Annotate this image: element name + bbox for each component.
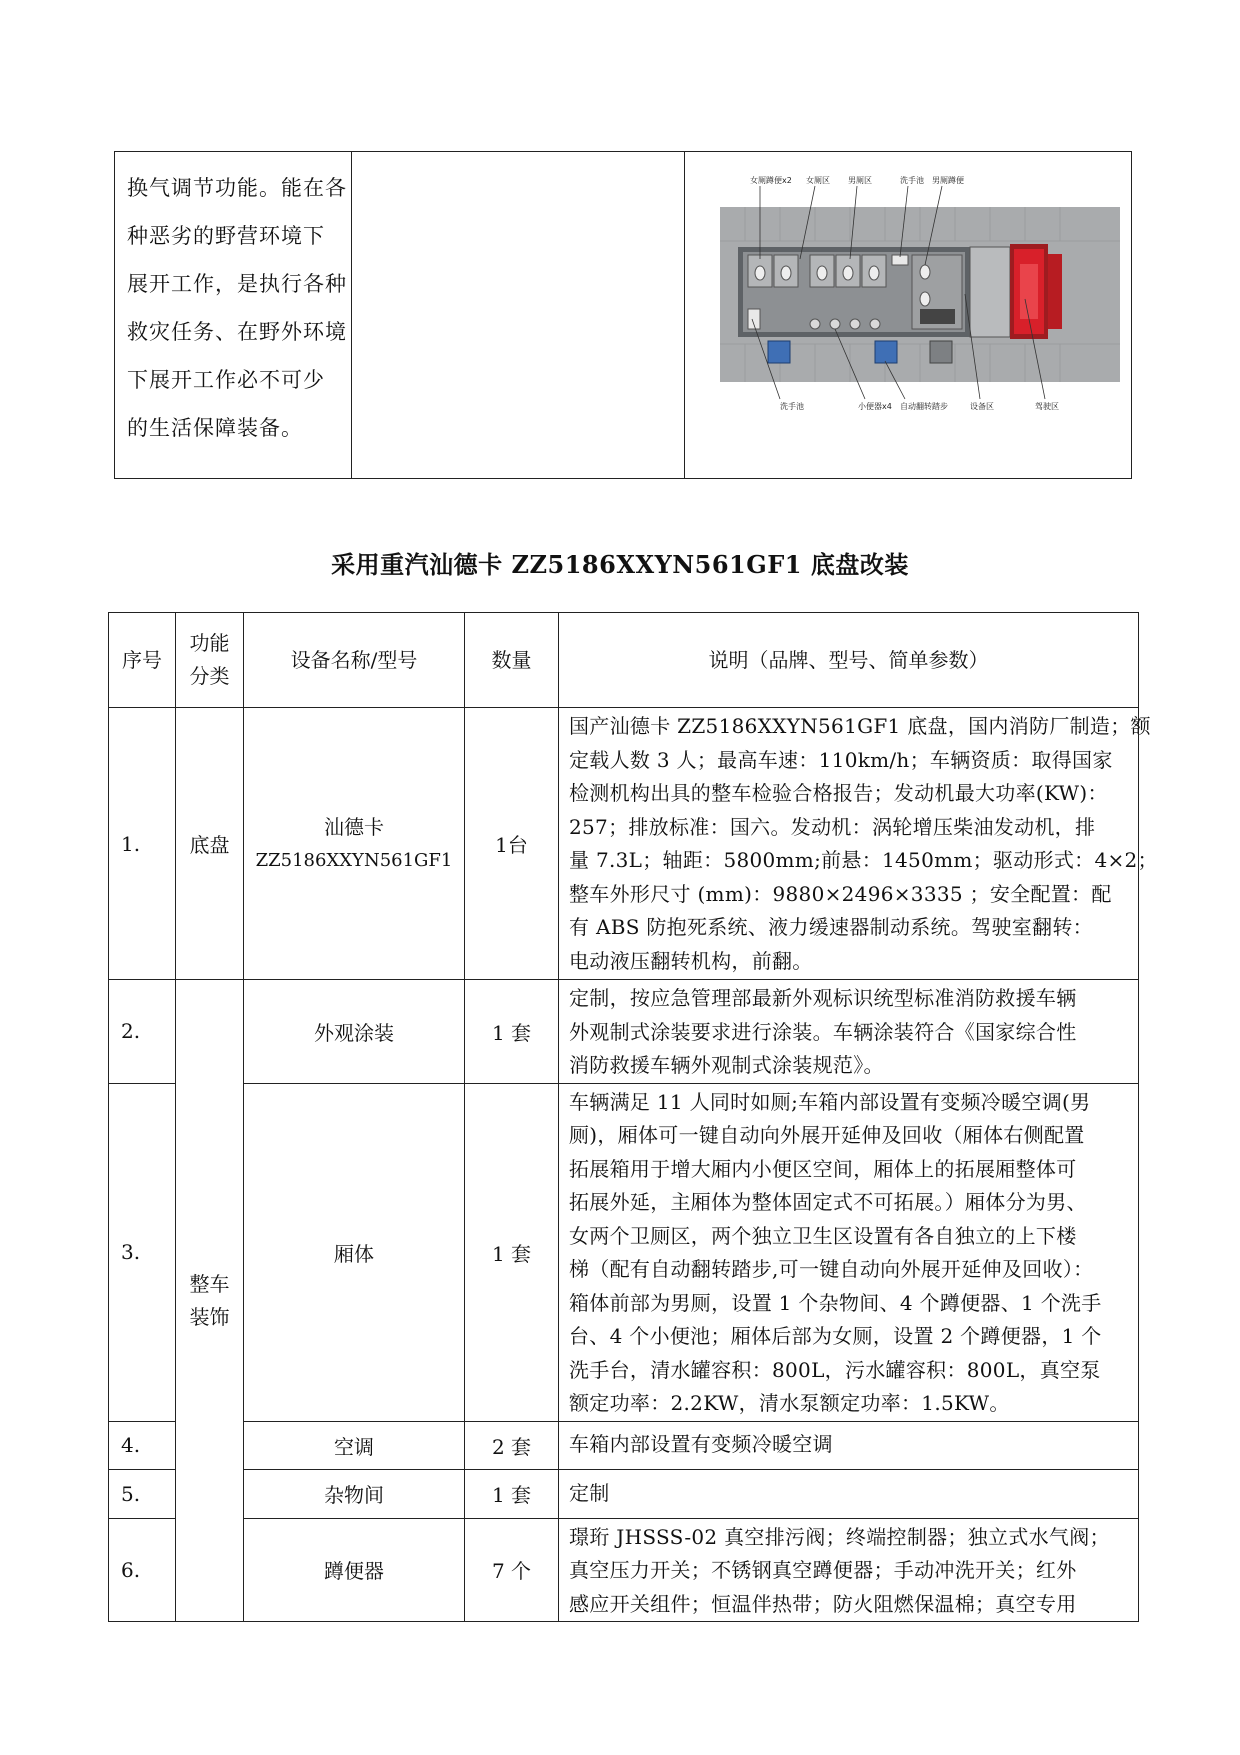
row-desc: 国产汕德卡 ZZ5186XXYN561GF1 底盘，国内消防厂制造；额 定载人数 3 人；最高车速：110km/h；车辆资质：取得国家 检测机构出具的整车检验合格报告；发动机最大功率(KW)： 257；排放标准：国六。发动机：涡轮增压柴油发动机，排 量 7.3L；轴距：5800mm;前悬：1450mm；驱动形式：4×2； 整车外形尺寸 (mm)：9880×2496×3335 ；安全配置：配 有 ABS 防抱死系统、液力缓速器制动系统。驾驶室翻转： 电动液压翻转机构，前翻。 — [559, 708, 1139, 980]
document-title: 采用重汽汕德卡 ZZ5186XXYN561GF1 底盘改装 — [331, 550, 909, 579]
bottom-labels — [780, 401, 1059, 411]
wash-basin-shape — [748, 309, 760, 329]
text-line: 种恶劣的野营环境下 — [127, 224, 325, 248]
row-name: 汕德卡 ZZ5186XXYN561GF1 — [244, 708, 465, 980]
row-name: 蹲便器 — [244, 1518, 465, 1622]
text-line: 换气调节功能。能在各 — [127, 176, 347, 200]
equipment-area — [970, 247, 1010, 337]
top-description — [115, 152, 351, 452]
diagram-label: 女厕蹲便x2 — [750, 176, 792, 185]
row-qty: 1 套 — [465, 1469, 559, 1518]
top-labels — [750, 175, 964, 185]
row-desc: 定制 — [559, 1469, 1139, 1518]
row-qty: 1 套 — [465, 980, 559, 1084]
row-qty: 1 套 — [465, 1083, 559, 1421]
header-category: 功能 分类 — [176, 613, 244, 708]
truck-cab — [1010, 244, 1062, 339]
row-seq: 1. — [109, 708, 176, 980]
table-row — [109, 1083, 1139, 1421]
table-row — [109, 1421, 1139, 1469]
table-row — [109, 1518, 1139, 1622]
diagram-label: 男厕区 — [848, 176, 872, 185]
text-line: 展开工作，是执行各种 — [127, 272, 347, 296]
table-row — [109, 708, 1139, 980]
row-seq: 3. — [109, 1083, 176, 1421]
row-desc: 定制，按应急管理部最新外观标识统型标准消防救援车辆 外观制式涂装要求进行涂装。车辆涂装符合《国家综合性 消防救援车辆外观制式涂装规范》。 — [559, 980, 1139, 1084]
row-desc: 璟珩 JHSSS-02 真空排污阀；终端控制器；独立式水气阀； 真空压力开关；不锈钢真空蹲便器；手动冲洗开关；红外 感应开关组件；恒温伴热带；防火阻燃保温棉；真空专用 — [559, 1518, 1139, 1622]
row-qty: 1台 — [465, 708, 559, 980]
header-desc: 说明（品牌、型号、简单参数） — [559, 613, 1139, 708]
row-name: 杂物间 — [244, 1469, 465, 1518]
header-name: 设备名称/型号 — [244, 613, 465, 708]
row-qty: 2 套 — [465, 1421, 559, 1469]
table-row — [109, 1469, 1139, 1518]
diagram-label: 男厕蹲便 — [932, 176, 964, 185]
group-chassis: 底盘 — [176, 708, 244, 980]
header-qty: 数量 — [465, 613, 559, 708]
header-seq: 序号 — [109, 613, 176, 708]
top-empty-cell — [352, 152, 685, 479]
table-header-row — [109, 613, 1139, 708]
row-seq: 6. — [109, 1518, 176, 1622]
door-shape — [920, 309, 955, 324]
equipment-table — [108, 612, 1158, 1622]
row-seq: 2. — [109, 980, 176, 1084]
row-qty: 7 个 — [465, 1518, 559, 1622]
row-seq: 4. — [109, 1421, 176, 1469]
table-row — [109, 980, 1139, 1084]
diagram-label: 自动翻转踏步 — [900, 402, 948, 411]
text-line: 救灾任务、在野外环境 — [127, 320, 347, 344]
diagram-label: 小便器x4 — [858, 402, 892, 411]
diagram-label: 驾驶区 — [1035, 402, 1059, 411]
diagram-label: 设备区 — [970, 402, 994, 411]
row-name: 外观涂装 — [244, 980, 465, 1084]
row-desc: 车箱内部设置有变频冷暖空调 — [559, 1421, 1139, 1469]
diagram-label: 女厕区 — [806, 176, 830, 185]
top-diagram-cell — [685, 152, 1132, 479]
group-decoration: 整车 装饰 — [176, 980, 244, 1622]
diagram-label: 洗手池 — [900, 176, 924, 185]
row-name: 厢体 — [244, 1083, 465, 1421]
top-text-cell — [115, 152, 352, 479]
row-name: 空调 — [244, 1421, 465, 1469]
top-continuation-table — [114, 151, 1132, 479]
text-line: 下展开工作必不可少 — [127, 368, 325, 392]
row-seq: 5. — [109, 1469, 176, 1518]
diagram-label: 洗手池 — [780, 402, 804, 411]
vehicle-layout-diagram — [720, 169, 1120, 424]
men-stalls — [810, 255, 886, 287]
row-desc: 车辆满足 11 人同时如厕;车箱内部设置有变频冷暖空调(男 厕)，厢体可一键自动向外展开延伸及回收（厢体右侧配置 拓展箱用于增大厢内小便区空间，厢体上的拓展厢整体可 拓展外延，主厢体为整体固定式不可拓展。）厢体分为男、 女两个卫厕区，两个独立卫生区设置有各自独立的上下楼 梯（配有自动翻转踏步,可一键自动向外展开延伸及回收）： 箱体前部为男厕，设置 1 个杂物间、4 个蹲便器、1 个洗手 台、4 个小便池；厢体后部为女厕，设置 2 个蹲便器，1 个 洗手台，清水罐容积：800L，污水罐容积：800L，真空泵 额定功率：2.2KW，清水泵额定功率：1.5KW。 — [559, 1083, 1139, 1421]
text-line: 的生活保障装备。 — [127, 416, 303, 440]
